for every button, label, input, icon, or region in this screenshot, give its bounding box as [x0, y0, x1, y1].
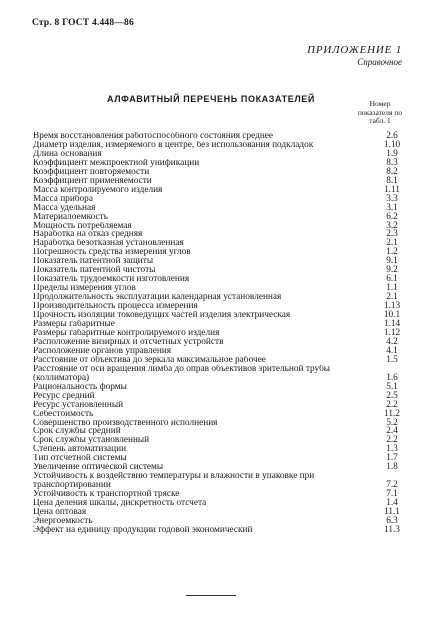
list-item: [33, 132, 407, 141]
indicator-name: Время восстановления работоспособного состояния среднее: [33, 132, 274, 141]
indicator-name: Срок службы установленный: [33, 436, 150, 446]
indicator-name: Энергоемкость: [33, 516, 93, 526]
indicator-number: 1.13: [383, 301, 401, 312]
indicator-number: 2.1: [386, 238, 398, 249]
indicator-name: Размеры габаритные: [33, 320, 115, 329]
list-item: [33, 347, 407, 356]
indicator-number: 1.11: [384, 184, 400, 195]
indicator-number: 1.3: [386, 444, 398, 455]
indicator-name: Масса прибора: [33, 194, 93, 204]
indicator-name: Продолжительность эксплуатации календарная установленная: [33, 293, 282, 303]
list-item: [33, 311, 407, 320]
indicator-number: 6.3: [386, 515, 398, 526]
indicator-name: Устойчивость к воздействию температуры и влажности в упаковке при транспортировании: [33, 472, 315, 491]
indicator-number: 2.4: [386, 426, 398, 437]
list-item: [33, 204, 407, 213]
list-item: [33, 356, 407, 365]
list-item: [33, 419, 407, 428]
indicator-name: Длина основания: [33, 149, 102, 159]
indicator-number: 4.2: [386, 336, 398, 347]
indicator-name: Себестоимость: [33, 409, 94, 419]
indicator-number: 2.1: [386, 292, 398, 303]
indicator-number: 7.2: [386, 480, 398, 491]
end-rule: [186, 595, 236, 596]
list-item: [33, 427, 407, 436]
list-item: [33, 195, 407, 204]
page-header: Стр. 8 ГОСТ 4.448—86: [32, 18, 134, 28]
indicator-number: 6.1: [386, 274, 398, 285]
indicator-name: Расположение органов управления: [33, 346, 172, 356]
indicator-name: Цена деления шкалы, дискретность отсчета: [33, 499, 207, 509]
list-item: [33, 320, 407, 329]
appendix-subtitle: Справочное: [357, 57, 402, 67]
indicator-name: Коэффициент межпроектной унификации: [33, 158, 200, 168]
indicator-name: Масса удельная: [33, 203, 96, 213]
indicator-name: Наработка на отказ средняя: [33, 230, 143, 240]
list-item: [33, 329, 407, 338]
appendix-block: [307, 44, 402, 68]
indicator-number: 6.2: [386, 211, 398, 222]
list-item: [33, 410, 407, 419]
index-list: [33, 132, 407, 535]
indicator-name: Размеры габаритные контролируемого изделия: [33, 328, 220, 338]
indicator-name: Расстояние от объектива до зеркала максимальное рабочее: [33, 355, 266, 365]
indicator-number: 1.12: [383, 327, 401, 338]
indicator-number: 1.2: [386, 247, 398, 258]
indicator-number: 1.1: [386, 283, 398, 294]
indicator-number: 2.2: [386, 399, 398, 410]
indicator-number: 7.1: [386, 489, 398, 500]
list-item: [33, 472, 407, 490]
indicator-number: 11.1: [384, 507, 400, 518]
indicator-number: 3.1: [386, 202, 398, 213]
document-title: АЛФАВИТНЫЙ ПЕРЕЧЕНЬ ПОКАЗАТЕЛЕЙ: [107, 94, 315, 104]
indicator-number: 3.2: [386, 220, 398, 231]
indicator-name: Коэффициент применяемости: [33, 176, 152, 186]
indicator-name: Прочность изоляции токоведущих частей изделия электрическая: [33, 311, 291, 321]
indicator-name: Показатель патентной чистоты: [33, 266, 156, 276]
indicator-number: 1.5: [386, 354, 398, 365]
indicator-number: 1.10: [383, 139, 401, 150]
indicator-name: Наработка безотказная установленная: [33, 239, 184, 249]
indicator-number: 5.2: [386, 417, 398, 428]
indicator-name: Ресурс установленный: [33, 400, 124, 410]
indicator-name: Устойчивость к транспортной тряске: [33, 490, 180, 500]
indicator-name: Совершенство производственного исполнения: [33, 418, 218, 428]
list-item: [33, 186, 407, 195]
indicator-name: Производительность процесса измерения: [33, 302, 198, 312]
indicator-number: 3.3: [386, 193, 398, 204]
indicator-name: Масса контролируемого изделия: [33, 185, 163, 195]
list-item: [33, 365, 407, 383]
indicator-name: Расстояние от оси вращения лимба до оправ объективов зрительной трубы (коллиматора): [33, 364, 331, 383]
list-item: [33, 383, 407, 392]
list-item: [33, 526, 407, 535]
indicator-number: 8.1: [386, 175, 398, 186]
indicator-name: Цена оптовая: [33, 508, 87, 517]
list-item: [33, 392, 407, 401]
indicator-number: 9.2: [386, 265, 398, 276]
indicator-number: 2.5: [386, 390, 398, 401]
indicator-number: 2.6: [386, 131, 398, 141]
indicator-number: 4.1: [386, 345, 398, 356]
list-item: [33, 490, 407, 499]
list-item: [33, 508, 407, 517]
list-item: [33, 275, 407, 284]
indicator-number: 1.4: [386, 498, 398, 509]
indicator-number: 9.1: [386, 256, 398, 267]
indicator-number: 2.3: [386, 229, 398, 240]
indicator-name: Увеличение оптической системы: [33, 463, 164, 473]
indicator-name: Тип отсчетной системы: [33, 454, 127, 464]
list-item: [33, 213, 407, 222]
indicator-name: Диаметр изделия, измеряемого в центре, без использования подкладок: [33, 140, 314, 150]
list-item: [33, 248, 407, 257]
list-item: [33, 436, 407, 445]
indicator-number: 1.9: [386, 148, 398, 159]
list-item: [33, 401, 407, 410]
list-item: [33, 517, 407, 526]
list-item: [33, 293, 407, 302]
list-item: [33, 454, 407, 463]
list-item: [33, 239, 407, 248]
indicator-number: 8.2: [386, 166, 398, 177]
indicator-name: Срок службы средний: [33, 427, 121, 437]
indicator-number: 5.1: [386, 381, 398, 392]
list-item: [33, 284, 407, 293]
list-item: [33, 177, 407, 186]
indicator-name: Материалоемкость: [33, 212, 108, 222]
indicator-number: 2.2: [386, 435, 398, 446]
list-item: [33, 463, 407, 472]
indicator-name: Степень автоматизации: [33, 445, 127, 455]
indicator-number: 1.7: [386, 453, 398, 464]
list-item: [33, 338, 407, 347]
column-header: Номер показателя по табл. 1: [357, 99, 403, 125]
indicator-number: 1.8: [386, 462, 398, 473]
indicator-number: 1.14: [383, 319, 401, 330]
list-item: [33, 499, 407, 508]
list-item: [33, 168, 407, 177]
indicator-number: 11.3: [384, 524, 400, 535]
list-item: [33, 230, 407, 239]
indicator-name: Коэффициент повторяемости: [33, 167, 150, 177]
indicator-name: Ресурс средний: [33, 391, 95, 401]
indicator-number: 8.3: [386, 157, 398, 168]
indicator-number: 10.1: [383, 310, 401, 321]
list-item: [33, 141, 407, 150]
list-item: [33, 222, 407, 231]
indicator-name: Погрешность средства измерения углов: [33, 248, 191, 258]
list-item: [33, 257, 407, 266]
list-item: [33, 445, 407, 454]
indicator-name: Показатель патентной защиты: [33, 257, 154, 267]
indicator-name: Эффект на единицу продукции годовой экономический: [33, 525, 253, 535]
indicator-name: Рациональность формы: [33, 382, 127, 392]
list-item: [33, 302, 407, 311]
list-item: [33, 266, 407, 275]
indicator-name: Показатель трудоемкости изготовления: [33, 275, 190, 285]
indicator-name: Пределы измерения углов: [33, 284, 136, 294]
indicator-name: Расположение визирных и отсчетных устройств: [33, 337, 224, 347]
list-item: [33, 150, 407, 159]
list-item: [33, 159, 407, 168]
indicator-name: Мощность потребляемая: [33, 221, 132, 231]
indicator-number: 11.2: [384, 408, 400, 419]
appendix-title: ПРИЛОЖЕНИЕ 1: [307, 44, 402, 56]
indicator-number: 1.6: [386, 372, 398, 383]
